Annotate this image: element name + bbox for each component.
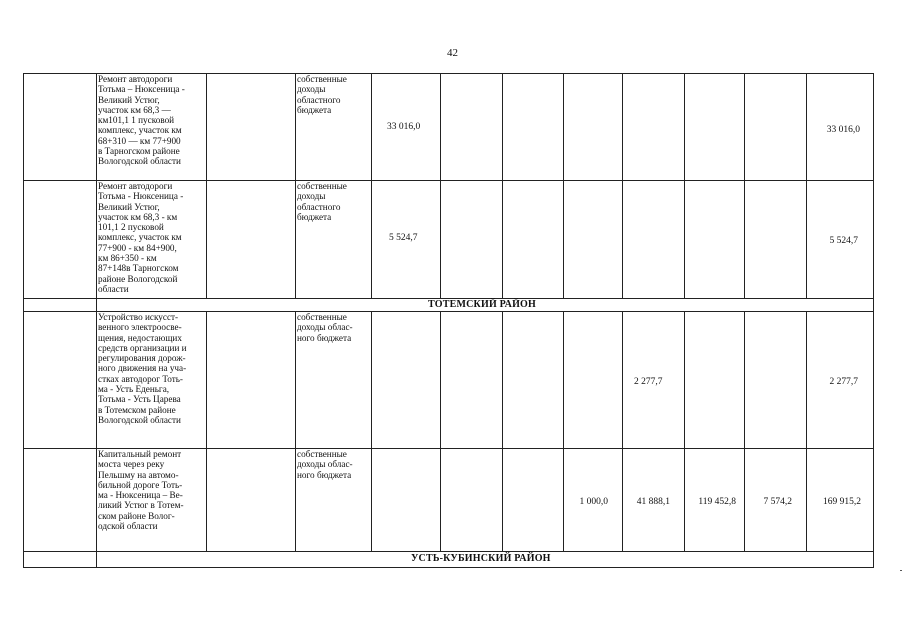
table-rule — [873, 73, 874, 568]
total-value: 5 524,7 — [829, 236, 858, 246]
table-rule — [806, 73, 807, 298]
amount-value: 119 452,8 — [698, 497, 736, 507]
amount-value: 5 524,7 — [389, 233, 418, 243]
page-number: 42 — [447, 47, 458, 59]
table-rule — [806, 311, 807, 551]
table-rule — [23, 73, 24, 568]
amount-value: 7 574,2 — [763, 497, 792, 507]
total-value: 169 915,2 — [823, 497, 861, 507]
table-rule — [371, 311, 372, 551]
table-rule — [684, 73, 685, 298]
amount-value: 33 016,0 — [387, 122, 421, 132]
table-rule — [23, 551, 874, 552]
table-rule — [295, 73, 296, 298]
total-value: 33 016,0 — [826, 125, 860, 135]
table-rule — [622, 311, 623, 551]
funding-source: собственные доходы областного бюджета — [297, 74, 347, 115]
table-rule — [23, 567, 874, 568]
table-rule — [295, 311, 296, 551]
table-rule — [744, 73, 745, 298]
table-rule — [206, 73, 207, 298]
amount-value: 1 000,0 — [579, 497, 608, 507]
funding-source: собственные доходы облас- ного бюджета — [297, 312, 353, 343]
funding-source: собственные доходы областного бюджета — [297, 181, 347, 222]
district-heading: ТОТЕМСКИЙ РАЙОН — [428, 299, 537, 310]
table-rule — [563, 311, 564, 551]
table-rule — [502, 73, 503, 298]
table-rule — [206, 311, 207, 551]
table-rule — [563, 73, 564, 298]
object-description: Капитальный ремонт моста через реку Пельшму на автомо- бильной дороге Тоть- ма - Нюксеница – Ве- ликий Устюг в Тотем- ском районе Волог- одской области — [98, 449, 184, 532]
table-rule — [440, 73, 441, 298]
table-rule — [744, 311, 745, 551]
total-value: 2 277,7 — [829, 377, 858, 387]
object-description: Устройство искусст- венного электроосве- щения, недостающих средств организации и регулирования дорож- ного движения на уча- стках автодорог Тоть- ма - Усть Еденьга, Тотьма - Усть Царева в Тотемском районе Вологодской области — [98, 312, 187, 425]
table-rule — [622, 73, 623, 298]
table-rule — [502, 311, 503, 551]
district-heading: УСТЬ-КУБИНСКИЙ РАЙОН — [411, 553, 551, 564]
amount-value: 41 888,1 — [636, 497, 670, 507]
table-rule — [684, 311, 685, 551]
table-rule — [371, 73, 372, 298]
table-rule — [96, 73, 97, 568]
table-rule — [440, 311, 441, 551]
amount-value: 2 277,7 — [634, 377, 663, 387]
funding-source: собственные доходы облас- ного бюджета — [297, 449, 353, 480]
object-description: Ремонт автодороги Тотьма - Нюксеница - Великий Устюг, участок км 68,3 - км 101,1 2 пусковой комплекс, участок км 77+900 - км 84+900, км 86+350 - км 87+148в Тарногском районе Вологодской области — [98, 181, 184, 294]
object-description: Ремонт автодороги Тотьма – Нюксеница - Великий Устюг, участок км 68,3 — км101,1 1 пусковой комплекс, участок км 68+310 — км 77+900 в Тарногском районе Вологодской области — [98, 74, 185, 167]
scan-mark — [900, 570, 902, 571]
